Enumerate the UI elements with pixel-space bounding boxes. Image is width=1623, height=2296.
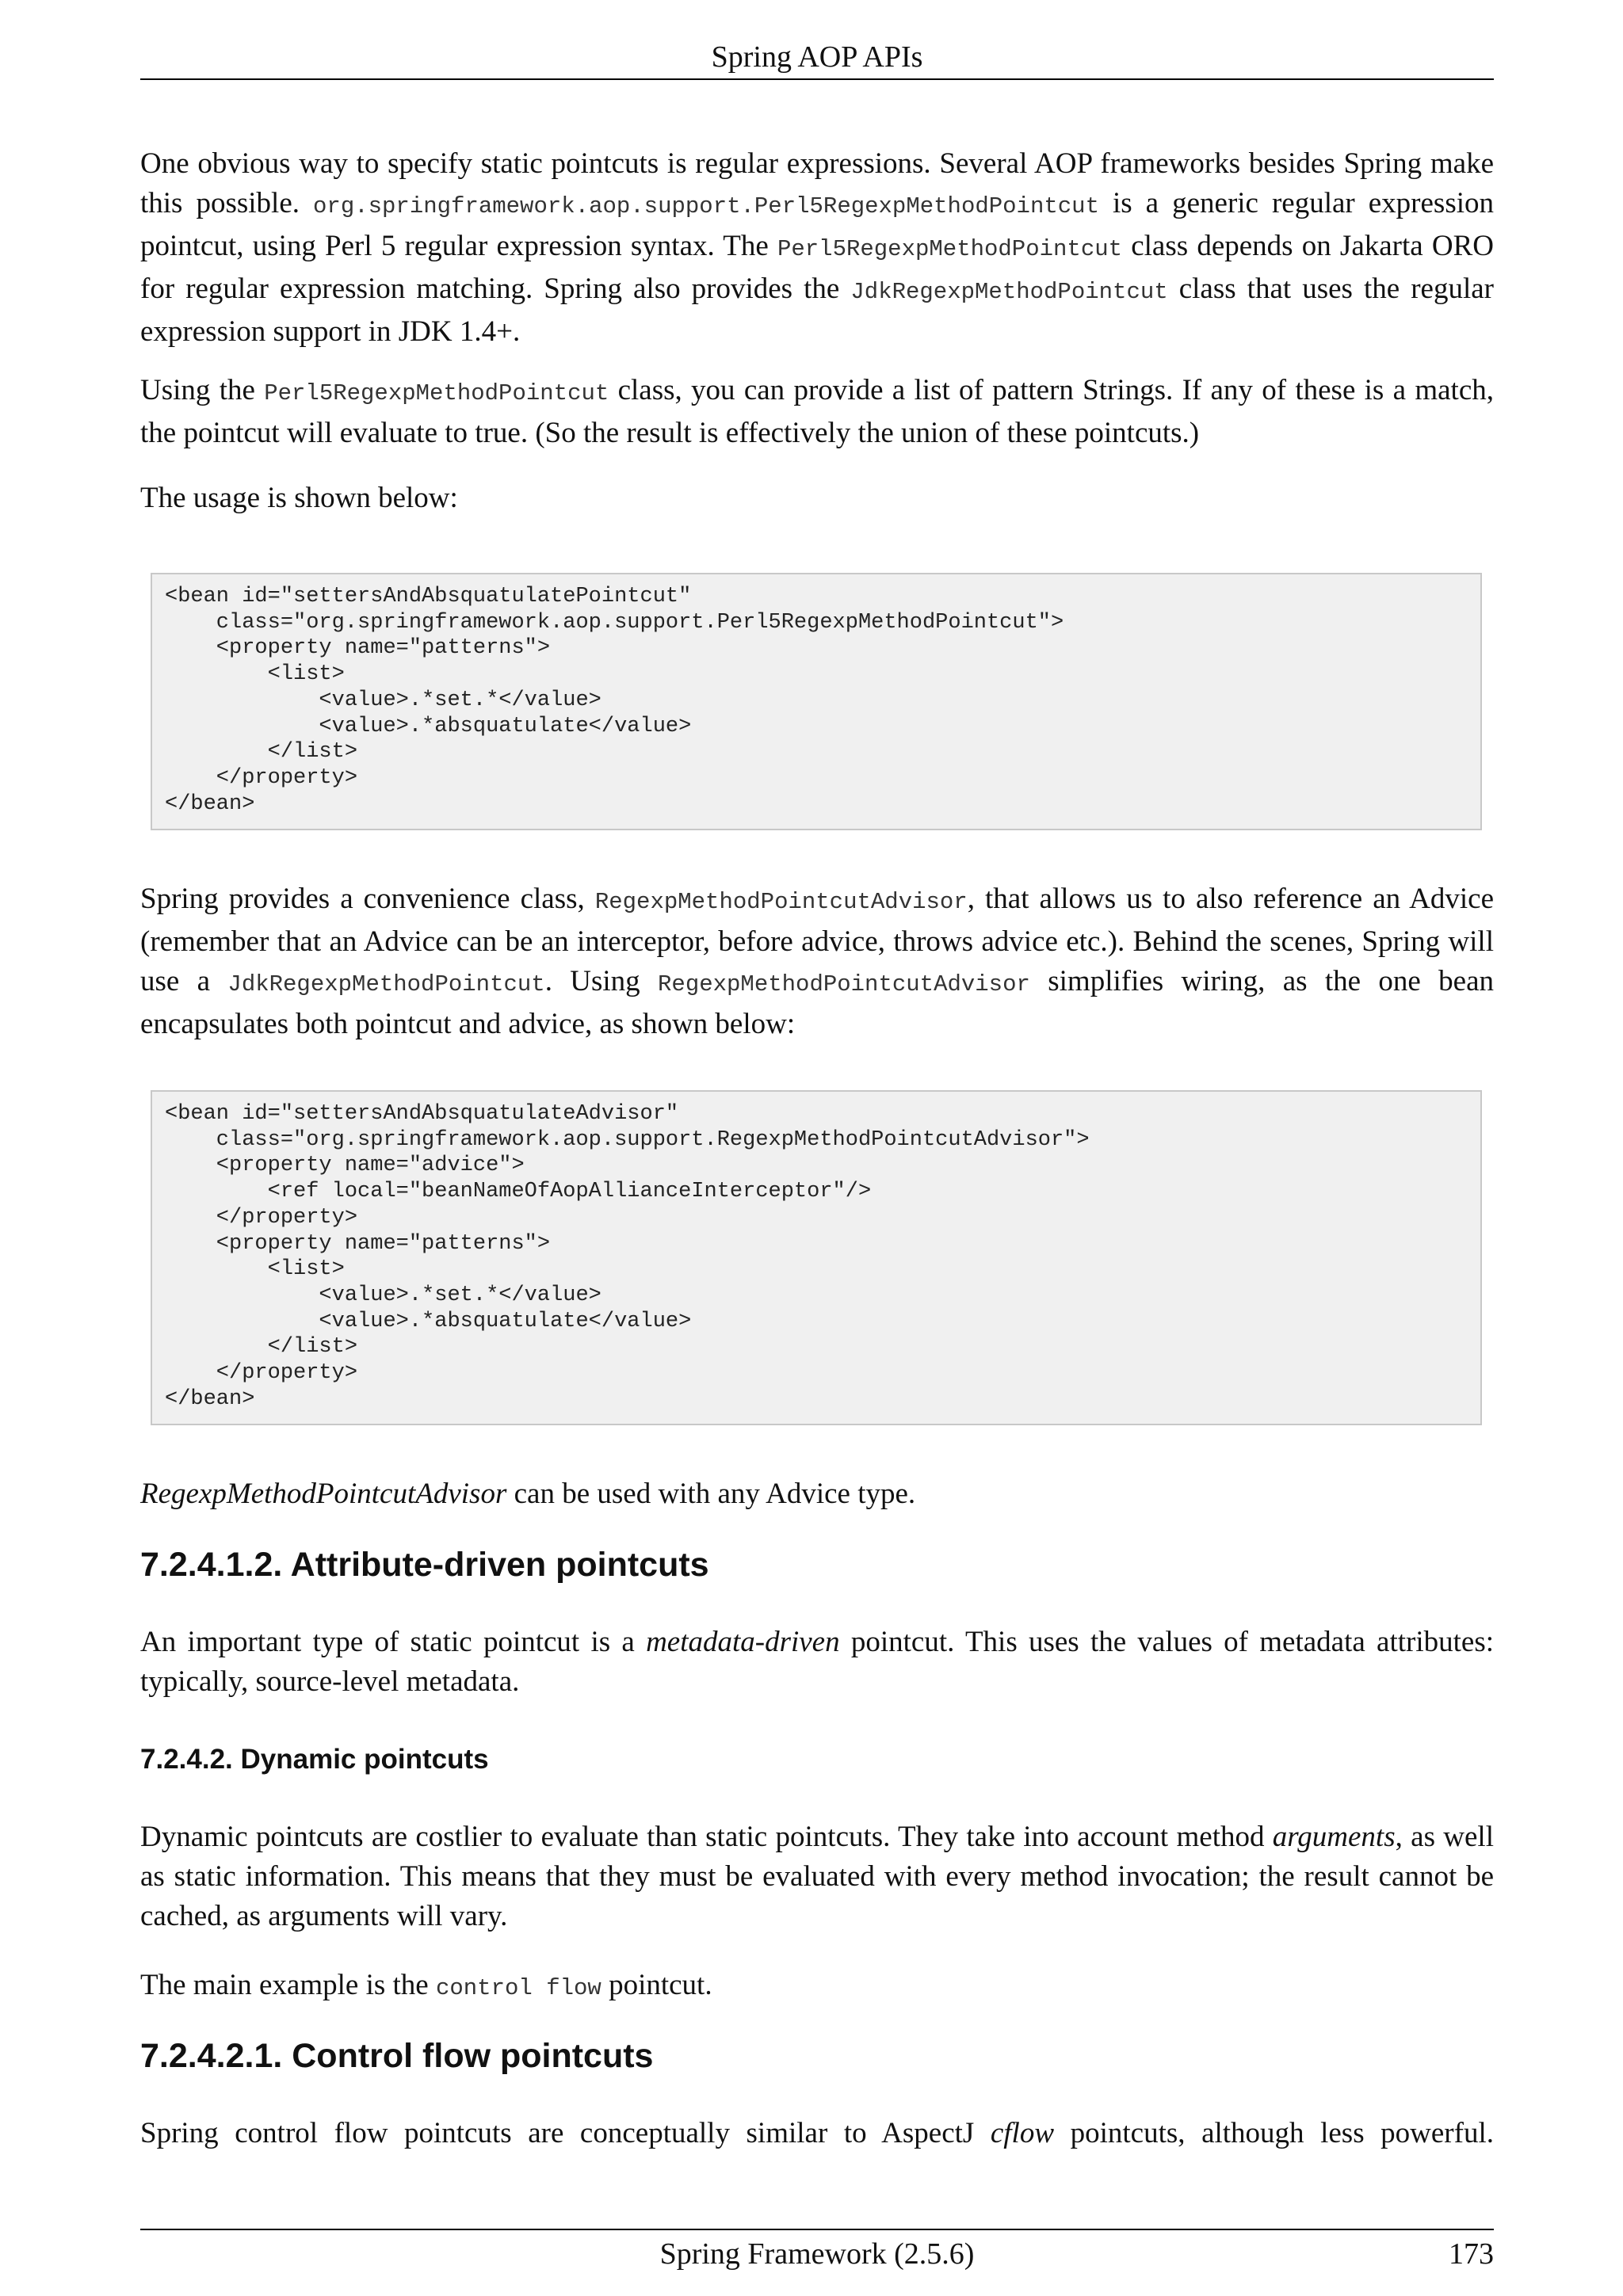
code-block-pointcut xyxy=(151,573,1482,830)
paragraph-regex-pointcuts: One obvious way to specify static pointcuts is regular expressions. Several AOP frameworks besides Spring make this possible. org.springframework.aop.support.Perl5RegexpMethodPointcut is a generic regular expression pointcut, using Perl 5 regular expression syntax. The Perl5RegexpMethodPointcut class depends on Jakarta ORO for regular expression matching. Spring also provides the JdkRegexpMethodPointcut class that uses the regular expression support in JDK 1.4+. xyxy=(140,147,1494,348)
code-line: </bean> xyxy=(165,791,255,816)
document-page xyxy=(140,0,1494,2296)
code-line: </bean> xyxy=(165,1386,255,1411)
code-line: <bean id="settersAndAbsquatulateAdvisor" xyxy=(165,1102,679,1126)
emphasis: arguments xyxy=(1272,1821,1396,1853)
paragraph-advisor-note: RegexpMethodPointcutAdvisor can be used with any Advice type. xyxy=(140,1478,916,1510)
inline-code: Perl5RegexpMethodPointcut xyxy=(777,236,1123,262)
inline-code: RegexpMethodPointcutAdvisor xyxy=(594,889,968,915)
emphasis: RegexpMethodPointcutAdvisor xyxy=(140,1478,507,1510)
section-heading-dynamic-pointcuts: 7.2.4.2. Dynamic pointcuts xyxy=(140,1744,489,1775)
inline-code: org.springframework.aop.support.Perl5RegexpMethodPointcut xyxy=(313,193,1099,219)
code-line: <property name="patterns"> xyxy=(165,636,551,661)
section-heading-attribute-driven: 7.2.4.1.2. Attribute-driven pointcuts xyxy=(140,1546,709,1584)
paragraph-main-example: The main example is the control flow pointcut. xyxy=(140,1969,712,2001)
paragraph-dynamic-pointcuts: Dynamic pointcuts are costlier to evaluate than static pointcuts. They take into account method arguments, as well as static information. This means that they must be evaluated with every method invocation; the result cannot be cached, as arguments will vary. xyxy=(140,1821,1494,1932)
running-footer: Spring Framework (2.5.6) xyxy=(659,2237,975,2271)
code-line: </property> xyxy=(165,765,358,790)
code-line: <value>.*set.*</value> xyxy=(165,1283,601,1307)
paragraph-regexp-advisor: Spring provides a convenience class, RegexpMethodPointcutAdvisor, that allows us to also reference an Advice (remember that an Advice can be an interceptor, before advice, throws advice etc.). Behind the scenes, Spring will use a JdkRegexpMethodPointcut. Using RegexpMethodPointcutAdvisor simplifies wiring, as the one bean encapsulates both pointcut and advice, as shown below: xyxy=(140,883,1494,1040)
code-line: </list> xyxy=(165,740,358,765)
code-line: <ref local="beanNameOfAopAllianceInterceptor"/> xyxy=(165,1180,872,1204)
code-line: <property name="advice"> xyxy=(165,1154,525,1178)
code-line: </property> xyxy=(165,1361,358,1386)
running-header: Spring AOP APIs xyxy=(711,40,923,74)
code-line: class="org.springframework.aop.support.Perl5RegexpMethodPointcut"> xyxy=(165,610,1064,635)
inline-code: control flow xyxy=(435,1975,601,2001)
code-line: <list> xyxy=(165,1257,345,1282)
inline-code: JdkRegexpMethodPointcut xyxy=(227,971,545,997)
paragraph-usage-intro: The usage is shown below: xyxy=(140,482,458,514)
paragraph-metadata-pointcut: An important type of static pointcut is a metadata-driven pointcut. This uses the values of metadata attributes: typically, source-level metadata. xyxy=(140,1626,1494,1698)
footer-divider xyxy=(140,2229,1494,2230)
page-number: 173 xyxy=(1449,2237,1494,2271)
code-line: </property> xyxy=(165,1205,358,1230)
code-line: <value>.*absquatulate</value> xyxy=(165,714,692,738)
inline-code: RegexpMethodPointcutAdvisor xyxy=(658,971,1030,997)
emphasis: metadata-driven xyxy=(646,1626,840,1658)
paragraph-control-flow: Spring control flow pointcuts are conceptually similar to AspectJ cflow pointcuts, although less powerful. xyxy=(140,2117,1494,2149)
paragraph-perl5-usage: Using the Perl5RegexpMethodPointcut class, you can provide a list of pattern Strings. If any of these is a match, the pointcut will evaluate to true. (So the result is effectively the union of these pointcuts.) xyxy=(140,374,1494,449)
code-line: <value>.*absquatulate</value> xyxy=(165,1309,692,1333)
code-line: </list> xyxy=(165,1335,358,1360)
section-heading-control-flow: 7.2.4.2.1. Control flow pointcuts xyxy=(140,2037,654,2075)
header-divider xyxy=(140,78,1494,80)
code-line: <bean id="settersAndAbsquatulatePointcut" xyxy=(165,585,692,608)
code-line: <value>.*set.*</value> xyxy=(165,688,601,712)
inline-code: JdkRegexpMethodPointcut xyxy=(850,279,1168,305)
code-line: <list> xyxy=(165,662,345,687)
inline-code: Perl5RegexpMethodPointcut xyxy=(264,380,609,406)
code-line: class="org.springframework.aop.support.RegexpMethodPointcutAdvisor"> xyxy=(165,1127,1090,1152)
code-block-advisor xyxy=(151,1090,1482,1425)
code-line: <property name="patterns"> xyxy=(165,1231,551,1256)
emphasis: cflow xyxy=(990,2117,1055,2149)
